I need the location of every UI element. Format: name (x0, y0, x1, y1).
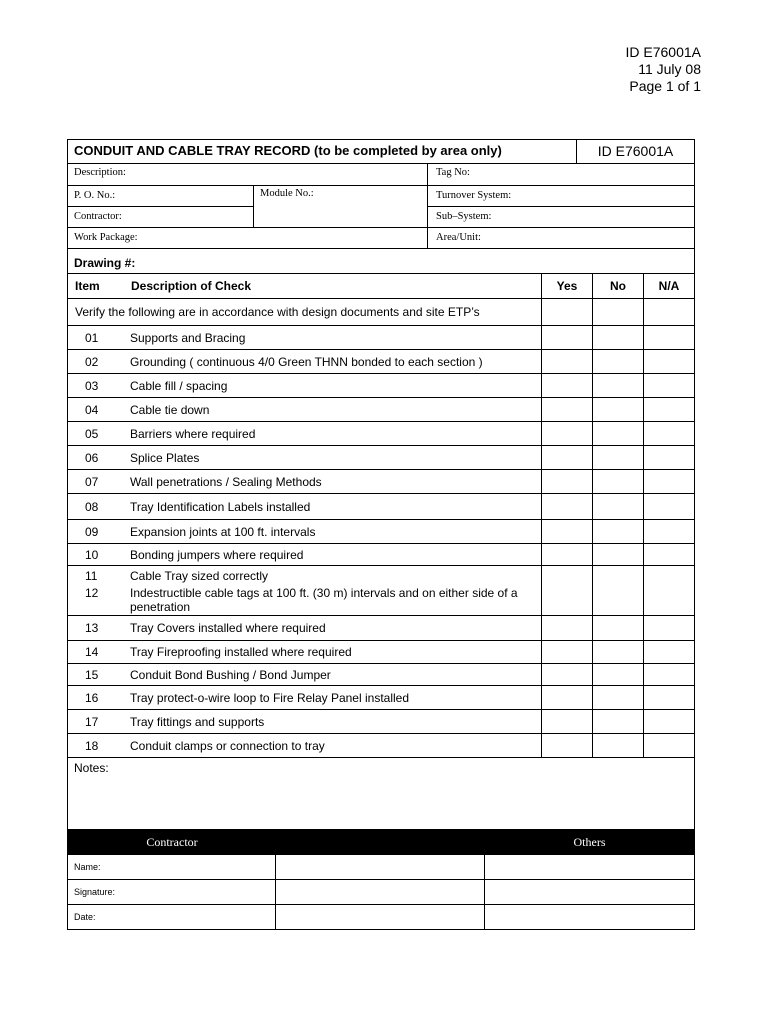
yes-checkbox-cell[interactable] (542, 326, 593, 349)
info-block (68, 164, 694, 249)
form-title-row (68, 140, 694, 164)
drawing-number[interactable]: Drawing #: (68, 249, 694, 274)
item-description: Indestructible cable tags at 100 ft. (30 m) intervals and on either side of a penetration (130, 586, 518, 614)
item-description: Cable fill / spacing (130, 378, 228, 393)
no-checkbox-cell[interactable] (593, 494, 644, 519)
field-turnover-system[interactable]: Turnover System: (436, 190, 512, 201)
yes-checkbox-cell[interactable] (542, 664, 593, 685)
col-item: Item (75, 279, 100, 293)
item-description: Expansion joints at 100 ft. intervals (130, 524, 316, 539)
na-checkbox-cell[interactable] (644, 544, 694, 565)
record-form (67, 139, 695, 930)
item-number: 12 (85, 586, 99, 600)
item-description: Tray Covers installed where required (130, 621, 326, 635)
yes-checkbox-cell[interactable] (542, 734, 593, 757)
no-checkbox-cell[interactable] (593, 566, 644, 585)
contractor-date-field[interactable] (276, 905, 485, 929)
item-number: 06 (85, 450, 99, 465)
na-checkbox-cell[interactable] (644, 566, 694, 585)
field-tag-no[interactable]: Tag No: (436, 167, 470, 178)
no-checkbox-cell[interactable] (593, 470, 644, 493)
na-checkbox-cell[interactable] (644, 664, 694, 685)
na-checkbox-cell[interactable] (644, 446, 694, 469)
signoff-name-row (68, 854, 694, 879)
checklist-row (68, 470, 694, 494)
header-date: 11 July 08 (638, 61, 701, 77)
item-number: 05 (85, 426, 99, 441)
yes-checkbox-cell[interactable] (542, 350, 593, 373)
checklist-row (68, 585, 694, 616)
checklist-row (68, 422, 694, 446)
item-number: 17 (85, 714, 99, 729)
document-header (626, 44, 702, 95)
field-work-package[interactable]: Work Package: (74, 232, 138, 243)
item-number: 16 (85, 690, 99, 705)
yes-checkbox-cell[interactable] (542, 710, 593, 733)
no-checkbox-cell[interactable] (593, 326, 644, 349)
item-number: 07 (85, 474, 99, 489)
item-number: 02 (85, 354, 99, 369)
no-checkbox-cell[interactable] (593, 664, 644, 685)
item-description: Wall penetrations / Sealing Methods (130, 474, 322, 489)
item-description: Barriers where required (130, 426, 256, 441)
item-description: Conduit Bond Bushing / Bond Jumper (130, 667, 331, 682)
no-checkbox-cell[interactable] (593, 398, 644, 421)
col-no: No (593, 274, 644, 298)
others-name-field[interactable] (485, 855, 694, 879)
item-number: 09 (85, 524, 99, 539)
no-checkbox-cell[interactable] (593, 520, 644, 543)
yes-checkbox-cell[interactable] (542, 566, 593, 585)
item-description: Conduit clamps or connection to tray (130, 738, 325, 753)
notes-area[interactable] (68, 758, 694, 830)
signoff-date-row (68, 904, 694, 929)
item-number: 10 (85, 547, 99, 562)
no-checkbox-cell[interactable] (593, 710, 644, 733)
na-checkbox-cell[interactable] (644, 398, 694, 421)
checklist-row (68, 350, 694, 374)
na-checkbox-cell[interactable] (644, 641, 694, 663)
field-contractor[interactable]: Contractor: (74, 211, 122, 222)
checklist-row (68, 326, 694, 350)
item-number: 13 (85, 621, 99, 635)
item-description: Tray fittings and supports (130, 714, 265, 729)
na-checkbox-cell[interactable] (644, 326, 694, 349)
yes-checkbox-cell[interactable] (542, 585, 593, 615)
verify-row (68, 299, 694, 326)
field-description[interactable]: Description: (74, 167, 126, 178)
na-checkbox-cell[interactable] (644, 374, 694, 397)
yes-checkbox-cell[interactable] (542, 446, 593, 469)
field-module-no[interactable]: Module No.: (260, 188, 314, 199)
yes-checkbox-cell[interactable] (542, 544, 593, 565)
contractor-name-field[interactable] (276, 855, 485, 879)
field-sub-system[interactable]: Sub–System: (436, 211, 492, 222)
na-checkbox-cell[interactable] (644, 470, 694, 493)
others-header: Others (573, 834, 606, 849)
na-checkbox-cell[interactable] (644, 350, 694, 373)
others-signature-field[interactable] (485, 880, 694, 904)
yes-checkbox-cell[interactable] (542, 374, 593, 397)
header-page: Page 1 of 1 (629, 78, 701, 94)
na-checkbox-cell[interactable] (644, 734, 694, 757)
no-checkbox-cell[interactable] (593, 422, 644, 445)
item-description: Bonding jumpers where required (130, 547, 304, 562)
contractor-signature-field[interactable] (276, 880, 485, 904)
form-title: CONDUIT AND CABLE TRAY RECORD (to be completed by area only) (68, 140, 577, 163)
others-date-field[interactable] (485, 905, 694, 929)
col-description: Description of Check (131, 279, 252, 293)
form-id: ID E76001A (597, 143, 674, 159)
signature-label: Signature: (68, 880, 276, 904)
no-checkbox-cell[interactable] (593, 686, 644, 709)
item-description: Cable tie down (130, 402, 210, 417)
name-label: Name: (68, 855, 276, 879)
na-checkbox-cell[interactable] (644, 585, 694, 615)
na-checkbox-cell[interactable] (644, 710, 694, 733)
notes-label: Notes: (74, 761, 109, 775)
checklist-rows (68, 326, 694, 758)
date-label: Date: (68, 905, 276, 929)
signoff-header (68, 830, 694, 854)
header-doc-id: ID E76001A (625, 44, 701, 60)
item-description: Tray Fireproofing installed where required (130, 645, 352, 659)
yes-checkbox-cell[interactable] (542, 494, 593, 519)
item-number: 04 (85, 402, 99, 417)
checklist-row (68, 566, 694, 585)
col-yes: Yes (542, 274, 593, 298)
no-checkbox-cell[interactable] (593, 734, 644, 757)
yes-checkbox-cell[interactable] (542, 422, 593, 445)
checklist-row (68, 398, 694, 422)
na-checkbox-cell[interactable] (644, 686, 694, 709)
yes-checkbox-cell[interactable] (542, 520, 593, 543)
item-description: Splice Plates (130, 450, 200, 465)
item-number: 11 (85, 568, 98, 583)
checklist-row (68, 446, 694, 470)
item-number: 14 (85, 645, 99, 659)
item-description: Supports and Bracing (130, 330, 246, 345)
item-number: 08 (85, 499, 99, 514)
item-description: Tray Identification Labels installed (130, 499, 311, 514)
yes-checkbox-cell[interactable] (542, 398, 593, 421)
yes-checkbox-cell[interactable] (542, 686, 593, 709)
no-checkbox-cell[interactable] (593, 585, 644, 615)
no-checkbox-cell[interactable] (593, 374, 644, 397)
yes-checkbox-cell[interactable] (542, 641, 593, 663)
na-checkbox-cell[interactable] (644, 494, 694, 519)
checklist-row (68, 664, 694, 686)
item-description: Cable Tray sized correctly (130, 568, 269, 583)
field-area-unit[interactable]: Area/Unit: (436, 232, 481, 243)
checklist-row (68, 641, 694, 664)
field-po-no[interactable]: P. O. No.: (74, 190, 116, 201)
verify-text: Verify the following are in accordance with design documents and site ETP’s (75, 305, 480, 319)
no-checkbox-cell[interactable] (593, 641, 644, 663)
no-checkbox-cell[interactable] (593, 350, 644, 373)
checklist-row (68, 374, 694, 398)
checklist-row (68, 734, 694, 758)
item-number: 03 (85, 378, 99, 393)
checklist-row (68, 520, 694, 544)
na-checkbox-cell[interactable] (644, 520, 694, 543)
checklist-row (68, 544, 694, 566)
checklist-header (68, 274, 694, 299)
yes-checkbox-cell[interactable] (542, 616, 593, 640)
contractor-header: Contractor (146, 834, 198, 849)
na-checkbox-cell[interactable] (644, 616, 694, 640)
checklist-row (68, 616, 694, 641)
item-description: Grounding ( continuous 4/0 Green THNN bonded to each section ) (130, 354, 483, 369)
item-number: 15 (85, 667, 99, 682)
checklist-row (68, 686, 694, 710)
yes-checkbox-cell[interactable] (542, 470, 593, 493)
checklist-row (68, 494, 694, 520)
signoff-signature-row (68, 879, 694, 904)
no-checkbox-cell[interactable] (593, 616, 644, 640)
item-number: 01 (85, 330, 99, 345)
col-na: N/A (658, 279, 680, 293)
no-checkbox-cell[interactable] (593, 446, 644, 469)
checklist-row (68, 710, 694, 734)
no-checkbox-cell[interactable] (593, 544, 644, 565)
na-checkbox-cell[interactable] (644, 422, 694, 445)
item-number: 18 (85, 738, 99, 753)
item-description: Tray protect-o-wire loop to Fire Relay Panel installed (130, 690, 410, 705)
